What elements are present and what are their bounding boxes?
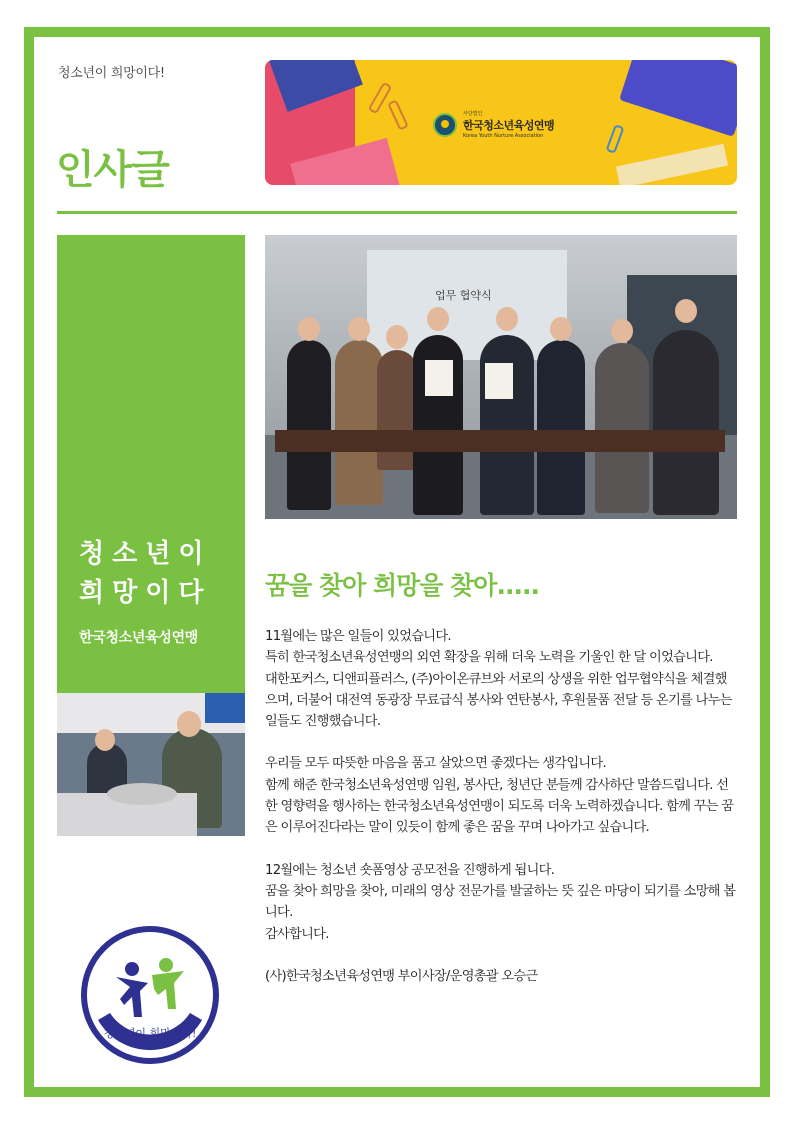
photo-person bbox=[335, 340, 383, 505]
photo-table bbox=[275, 430, 725, 452]
photo-person bbox=[377, 350, 417, 470]
photo-person bbox=[480, 335, 534, 515]
paperclip-icon bbox=[387, 99, 409, 130]
emblem-figure-head-left bbox=[125, 962, 139, 976]
banner-ruler bbox=[616, 144, 728, 185]
article-paragraph: 우리들 모두 따뜻한 마음을 품고 살았으면 좋겠다는 생각입니다. bbox=[265, 756, 606, 772]
paperclip-icon bbox=[368, 82, 393, 115]
article-paragraph: 꿈을 찾아 희망을 찾아, 미래의 영상 전문가를 발굴하는 뜻 깊은 마당이 되기를 소망해 봅니다. bbox=[265, 883, 736, 921]
volunteer-meal-photo bbox=[57, 693, 245, 836]
photo-person-head bbox=[496, 307, 518, 331]
paperclip-icon bbox=[606, 124, 625, 154]
emblem-text: 청소년이 희망이다! bbox=[103, 1027, 197, 1040]
page-title: 인사글 bbox=[56, 147, 169, 193]
logo-korean-name: 한국청소년육성연맹 bbox=[463, 119, 555, 132]
emblem-figure-head-right bbox=[159, 958, 173, 972]
slogan-emblem-logo bbox=[80, 925, 220, 1065]
banner-logo-text bbox=[463, 110, 554, 139]
photo-person-head bbox=[298, 317, 320, 341]
article-signature: (사)한국청소년육성연맹 부이사장/운영총괄 오승근 bbox=[265, 968, 538, 984]
header-tagline: 청소년이 희망이다! bbox=[58, 66, 165, 81]
sidebar-org-name: 한국청소년육성연맹 bbox=[79, 630, 199, 646]
article-paragraph: 12월에는 청소년 숏폼영상 공모전을 진행하게 됩니다. bbox=[265, 862, 555, 878]
photo-person-head bbox=[611, 319, 633, 343]
photo-tent-blue bbox=[205, 693, 245, 723]
article-body bbox=[265, 626, 737, 987]
header-divider bbox=[57, 211, 737, 214]
photo-person bbox=[537, 340, 585, 515]
photo-person bbox=[595, 343, 649, 513]
header-banner-image bbox=[265, 60, 737, 185]
photo-pot bbox=[107, 783, 177, 805]
photo-person bbox=[287, 340, 331, 510]
logo-small-text: 사단법인 bbox=[463, 111, 483, 117]
banner-notebook-right bbox=[619, 60, 737, 137]
photo-person-head bbox=[550, 317, 572, 341]
article-heading: 꿈을 찾아 희망을 찾아..... bbox=[265, 571, 539, 600]
article-paragraph: 특히 한국청소년육성연맹의 외연 확장을 위해 더욱 노력을 기울인 한 달 이었습니다. bbox=[265, 650, 713, 666]
agreement-ceremony-photo bbox=[265, 235, 737, 519]
photo-volunteer-head bbox=[95, 729, 115, 751]
photo-person bbox=[653, 330, 719, 515]
photo-person-head bbox=[675, 299, 697, 323]
photo-volunteer-head bbox=[177, 711, 201, 737]
sidebar-slogan-box bbox=[57, 235, 245, 693]
agreement-document-left bbox=[425, 360, 453, 396]
org-logo-icon bbox=[433, 113, 457, 137]
slogan-line-2: 희망이다 bbox=[79, 578, 212, 608]
article-paragraph: 11월에는 많은 일들이 있었습니다. bbox=[265, 629, 451, 644]
slogan-line-1: 청소년이 bbox=[79, 539, 212, 569]
paragraph-gap bbox=[265, 839, 737, 860]
paragraph-gap bbox=[265, 732, 737, 753]
photo-person-head bbox=[427, 307, 449, 331]
paragraph-gap bbox=[265, 945, 737, 966]
photo-screen-title: 업무 협약식 bbox=[435, 289, 492, 302]
photo-person-head bbox=[386, 325, 408, 349]
article-paragraph: 대한포커스, 디앤피플러스, (주)아이온큐브와 서로의 상생을 위한 업무협약식을 체결했으며, 더불어 대전역 동광장 무료급식 봉사와 연탄봉사, 후원물품 전달 등 온기를 나누는 일들도 진행했습니다. bbox=[265, 671, 732, 730]
article-paragraph: 감사합니다. bbox=[265, 926, 329, 942]
logo-english-name: Korea Youth Nurture Association bbox=[463, 133, 544, 139]
article-paragraph: 함께 해준 한국청소년육성연맹 임원, 봉사단, 청년단 분들께 감사하단 말씀드립니다. 선한 영향력을 행사하는 한국청소년육성연맹이 되도록 더욱 노력하겠습니다. 함께 꾸는 꿈은 이루어진다라는 말이 있듯이 함께 좋은 꿈을 꾸며 나아가고 싶습니다. bbox=[265, 777, 734, 836]
agreement-document-right bbox=[485, 363, 513, 399]
banner-logo bbox=[433, 110, 554, 139]
photo-person-head bbox=[348, 317, 370, 341]
